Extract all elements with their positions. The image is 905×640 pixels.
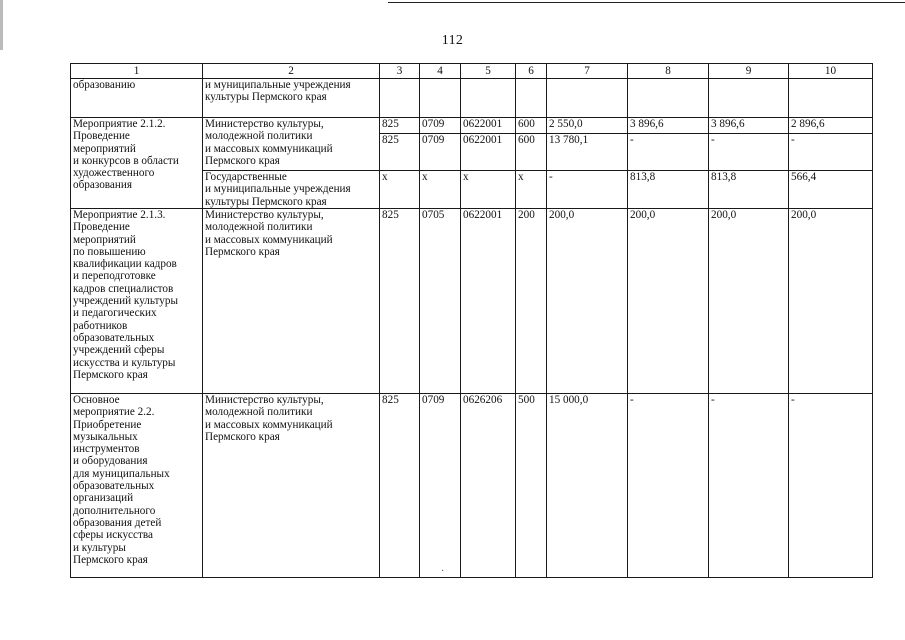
table-row: [71, 394, 873, 578]
activity-cell: [71, 79, 203, 118]
table-row: [71, 118, 873, 134]
amount-cell: 813,8: [709, 171, 789, 209]
amount-cell: -: [709, 394, 789, 578]
col-header-10: 10: [789, 64, 873, 79]
scan-speck: ·: [441, 566, 445, 577]
col-header-2: 2: [203, 64, 380, 79]
code-cell: 825: [380, 209, 420, 394]
executor-cell: [203, 118, 380, 171]
amount-cell: -: [789, 394, 873, 578]
activity-text: Мероприятие 2.1.2. Проведение мероприятий и конкурсов в области художественного образования: [73, 118, 179, 192]
expense-type-cell: 600: [516, 118, 547, 134]
activity-text: Основное мероприятие 2.2. Приобретение музыкальных инструментов и оборудования для муниципальных образовательных организаций дополнительного образования детей сферы искусства и культуры Пермского края: [73, 394, 170, 566]
code-cell: 825: [380, 134, 420, 171]
top-rule: [388, 2, 905, 3]
activity-text: образованию: [73, 79, 136, 91]
amount-cell: [628, 79, 709, 118]
section-cell: 0709: [420, 118, 461, 134]
code-cell: x: [380, 171, 420, 209]
expense-type-cell: 500: [516, 394, 547, 578]
header-row: [71, 64, 873, 79]
amount-cell: [547, 79, 628, 118]
col-header-3: 3: [380, 64, 420, 79]
expense-type-cell: 600: [516, 134, 547, 171]
executor-text: Государственные и муниципальные учреждения культуры Пермского края: [205, 171, 351, 208]
col-header-5: 5: [461, 64, 516, 79]
activity-cell: [71, 394, 203, 578]
code-cell: [380, 79, 420, 118]
section-cell: 0709: [420, 134, 461, 171]
col-header-8: 8: [628, 64, 709, 79]
expense-type-cell: 200: [516, 209, 547, 394]
col-header-1: 1: [71, 64, 203, 79]
amount-cell: -: [628, 134, 709, 171]
target-article-cell: 0626206: [461, 394, 516, 578]
page-number: 112: [441, 33, 464, 48]
amount-cell: -: [709, 134, 789, 171]
table-row: [71, 209, 873, 394]
activity-text: Мероприятие 2.1.3. Проведение мероприятий по повышению квалификации кадров и переподготовке кадров специалистов учреждений культуры и педагогических работников образовательных учреждений сферы искусства и культуры Пермского края: [73, 209, 179, 381]
amount-cell: 2 550,0: [547, 118, 628, 134]
target-article-cell: 0622001: [461, 209, 516, 394]
section-cell: 0705: [420, 209, 461, 394]
executor-text: Министерство культуры, молодежной политики и массовых коммуникаций Пермского края: [205, 118, 333, 167]
amount-cell: 566,4: [789, 171, 873, 209]
amount-cell: 2 896,6: [789, 118, 873, 134]
expense-type-cell: [516, 79, 547, 118]
amount-cell: 200,0: [628, 209, 709, 394]
budget-table: [70, 63, 873, 578]
executor-cell: [203, 209, 380, 394]
target-article-cell: 0622001: [461, 134, 516, 171]
amount-cell: 200,0: [789, 209, 873, 394]
code-cell: 825: [380, 118, 420, 134]
amount-cell: [709, 79, 789, 118]
executor-text: Министерство культуры, молодежной политики и массовых коммуникаций Пермского края: [205, 394, 333, 443]
executor-cell: [203, 171, 380, 209]
col-header-6: 6: [516, 64, 547, 79]
amount-cell: 200,0: [547, 209, 628, 394]
executor-text: и муниципальные учреждения культуры Пермского края: [205, 79, 351, 104]
executor-cell: [203, 394, 380, 578]
amount-cell: 3 896,6: [628, 118, 709, 134]
amount-cell: 15 000,0: [547, 394, 628, 578]
amount-cell: -: [628, 394, 709, 578]
amount-cell: [789, 79, 873, 118]
target-article-cell: 0622001: [461, 118, 516, 134]
amount-cell: 813,8: [628, 171, 709, 209]
amount-cell: 13 780,1: [547, 134, 628, 171]
amount-cell: -: [547, 171, 628, 209]
expense-type-cell: x: [516, 171, 547, 209]
col-header-4: 4: [420, 64, 461, 79]
amount-cell: 200,0: [709, 209, 789, 394]
section-cell: [420, 79, 461, 118]
activity-cell: [71, 209, 203, 394]
col-header-9: 9: [709, 64, 789, 79]
target-article-cell: [461, 79, 516, 118]
executor-cell: [203, 79, 380, 118]
section-cell: x: [420, 171, 461, 209]
section-cell: 0709: [420, 394, 461, 578]
executor-text: Министерство культуры, молодежной политики и массовых коммуникаций Пермского края: [205, 209, 333, 258]
activity-cell: [71, 118, 203, 209]
col-header-7: 7: [547, 64, 628, 79]
code-cell: 825: [380, 394, 420, 578]
table-row: [71, 79, 873, 118]
amount-cell: 3 896,6: [709, 118, 789, 134]
amount-cell: -: [789, 134, 873, 171]
target-article-cell: x: [461, 171, 516, 209]
